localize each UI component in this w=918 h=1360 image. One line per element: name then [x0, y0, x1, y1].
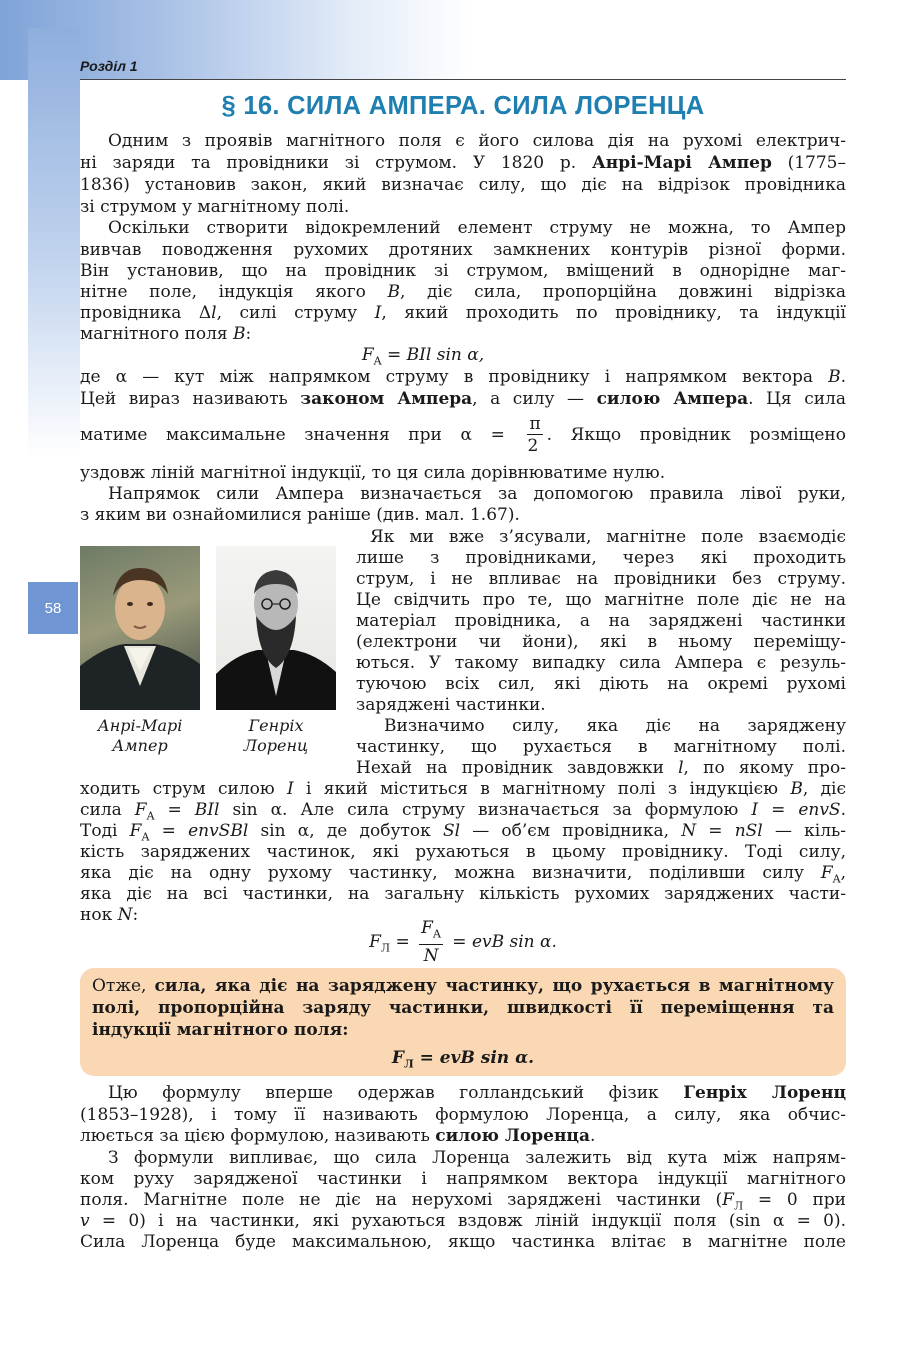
text-line: зі струмом у магнітному полі. [80, 197, 350, 217]
text-line: ються. У такому випадку сила Ампера є резуль- [356, 653, 846, 673]
text-line: Цей вираз називають законом Ампера, а силу — силою Ампера. Ця сила [80, 389, 846, 409]
text-line: Одним з проявів магнітного поля є його силова дія на рухомі електрич- [108, 131, 846, 151]
text-line: туючою всіх сил, які діють на окремі рухомі [356, 674, 846, 694]
text-line: заряджені частинки. [356, 695, 546, 715]
name-ampere: Анрі-Марі Ампер [591, 153, 772, 173]
text-line: Це свідчить про те, що магнітне поле діє не на [356, 590, 846, 610]
text-line: яка діє на одну рухому частинку, можна визначити, поділивши силу $F_A$, [80, 863, 846, 886]
text-line: З формули випливає, що сила Лоренца залежить від кута між напрям- [108, 1148, 846, 1168]
text-line: Нехай на провідник завдовжки l, по якому про- [356, 758, 846, 778]
text-line: (електрони чи йони), які в ньому переміщу- [356, 632, 846, 652]
text-line: уздовж ліній магнітної індукції, то ця сила дорівнюватиме нулю. [80, 463, 666, 483]
text-line: поля. Магнітне поле не діє на нерухомі заряджені частинки ($F_Л = 0$ при [80, 1190, 846, 1213]
text-line: ходить струм силою I і який міститься в магнітному полі з індукцією B, діє [80, 779, 846, 799]
text-line: індукції магнітного поля: [92, 1020, 349, 1040]
text-line: матеріал провідника, а на заряджені частинки [356, 611, 846, 631]
text-line: провідника Δl, силі струму I, який проходить по провіднику, та індукції [80, 303, 846, 323]
formula-lorentz-bold: $F_Л$ = evB sin α. [391, 1048, 535, 1071]
header-rule [80, 79, 846, 80]
portrait-lorentz [216, 546, 336, 710]
text-line: яка діє на всі частинки, на загальну кількість рухомих заряджених части- [80, 884, 846, 904]
text-line: полі, пропорційна заряду частинки, швидкості її переміщення та [92, 998, 834, 1018]
text-line: ні заряди та провідники зі струмом. У 1820 р. Анрі-Марі Ампер (1775– [80, 153, 846, 173]
text-line: люється за цією формулою, називають силою Лоренца. [80, 1126, 596, 1146]
text-line: Визначимо силу, яка діє на заряджену [384, 716, 846, 736]
text-line: Сила Лоренца буде максимальною, якщо частинка влітає в магнітне поле [80, 1232, 846, 1252]
text-line: частинку, що рухається в магнітному полі. [356, 737, 846, 757]
page-title: § 16. СИЛА АМПЕРА. СИЛА ЛОРЕНЦА [221, 92, 705, 120]
text-line: v = 0) і на частинки, які рухаються вздовж ліній індукції поля (sin α = 0). [80, 1211, 846, 1231]
text-line: Як ми вже з’ясували, магнітне поле взаємодіє [370, 527, 846, 547]
text-line: лише з провідниками, через які проходить [356, 548, 846, 568]
caption-lorentz: Генріх Лоренц [243, 716, 309, 755]
caption-ampere: Анрі-Марі Ампер [97, 716, 183, 755]
text-line: нок N: [80, 905, 139, 925]
text-line: Оскільки створити відокремлений елемент струму не можна, то Ампер [108, 218, 846, 238]
side-gradient-strip [28, 28, 80, 458]
portrait-ampere-image [80, 546, 200, 710]
text-line: Напрямок сили Ампера визначається за допомогою правила лівої руки, [108, 484, 846, 504]
text-line: нітне поле, індукція якого B, діє сила, пропорційна довжині відрізка [80, 282, 846, 302]
portrait-ampere [80, 546, 200, 710]
text-line: струм, і не впливає на провідники без струму. [356, 569, 846, 589]
text-line: Він установив, що на провідник зі струмом, вміщений в однорідне маг- [80, 261, 846, 281]
section-label: Розділ 1 [80, 58, 138, 74]
text-line: магнітного поля B: [80, 324, 252, 344]
text-line: 1836) установив закон, який визначає силу, що діє на відрізок провідника [80, 175, 846, 195]
text-line: Отже, сила, яка діє на заряджену частинку, що рухається в магнітному [92, 976, 834, 996]
formula-lorentz: $F_Л$ = $\frac{F_A}{N}$ = evB sin α. [369, 918, 557, 967]
text-line: з яким ви ознайомилися раніше (див. мал. 1.67). [80, 505, 520, 525]
text-line: сила $F_A$ = BIl sin α. Але сила струму визначається за формулою I = envS. [80, 800, 846, 823]
text-line: (1853–1928), і тому її називають формулою Лоренца, а силу, яка обчис- [80, 1105, 846, 1125]
page-number: 58 [28, 582, 78, 634]
text-line: вивчав поводження рухомих дротяних замкнених контурів різної форми. [80, 240, 846, 260]
text-line: Цю формулу вперше одержав голландський фізик Генріх Лоренц [108, 1083, 846, 1103]
text-line: Тоді $F_A$ = envSBl sin α, де добуток Sl — об’єм провідника, N = nSl — кіль- [80, 821, 846, 844]
text-line: матиме максимальне значення при α = $\frac{\pi}{2}$ . Якщо провідник розміщено [80, 414, 846, 456]
text-line: кість заряджених частинок, які рухаються в цьому провіднику. Тоді силу, [80, 842, 846, 862]
text-line: ком руху зарядженої частинки і напрямком вектора індукції магнітного [80, 1169, 846, 1189]
portrait-lorentz-image [216, 546, 336, 710]
formula-ampere: $F_A$ = BIl sin α, [361, 345, 485, 368]
text-line: де α — кут між напрямком струму в провіднику і напрямком вектора B. [80, 367, 846, 387]
